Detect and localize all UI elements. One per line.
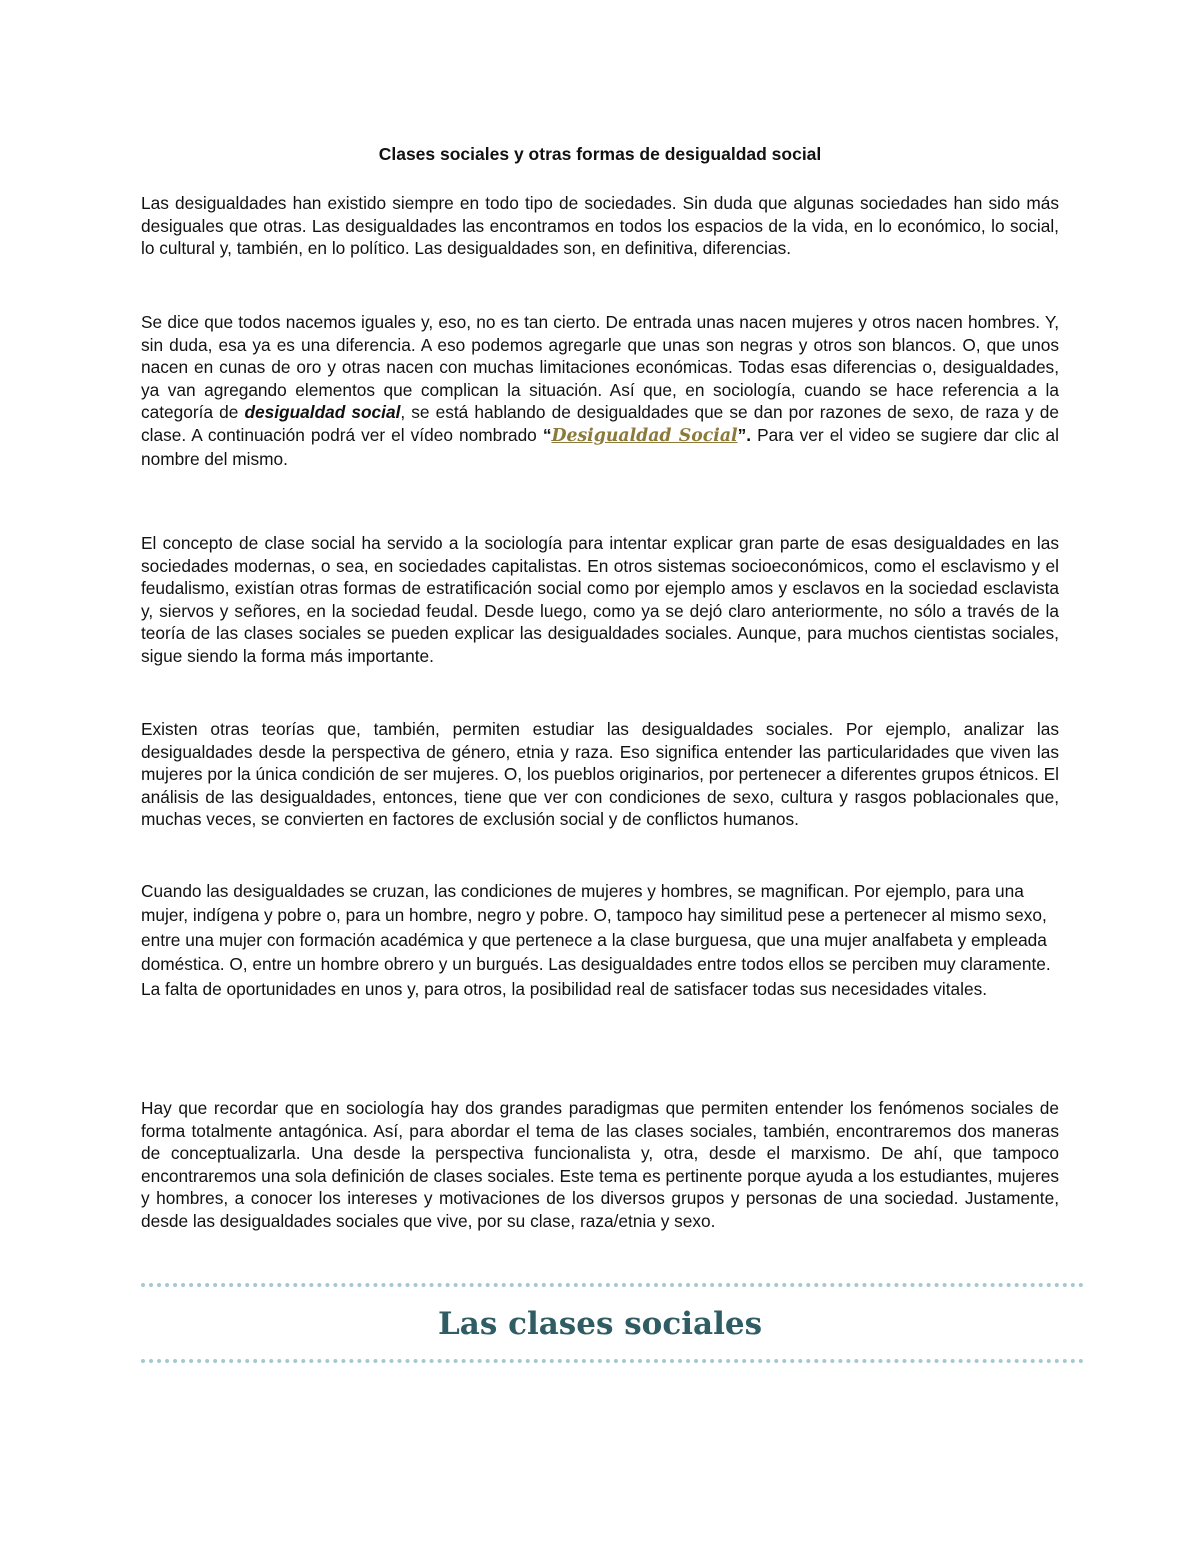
paragraph-2 [141,311,1059,470]
close-quote: ”. [737,424,752,445]
paragraph-3: El concepto de clase social ha servido a la sociología para intentar explicar gran parte de esas desigualdades en las sociedades modernas, o sea, en sociedades capitalistas. En otros sistemas socioeconómicos, como el esclavismo y el feudalismo, existían otras formas de estratificación social como por ejemplo amos y esclavos en la sociedad esclavista y, siervos y señores, en la sociedad feudal. Desde luego, como ya se dejó claro anteriormente, no sólo a través de la teoría de las clases sociales se pueden explicar las desigualdades sociales. Aunque, para muchos cientistas sociales, sigue siendo la forma más importante. [141,533,1059,666]
paragraph-5: Cuando las desigualdades se cruzan, las condiciones de mujeres y hombres, se magnifican. Por ejemplo, para una mujer, indígena y pobre o, para un hombre, negro y pobre. O, tampoco hay similitud pese a pertenecer al mismo sexo, entre una mujer con formación académica y que pertenece a la clase burguesa, que una mujer analfabeta y empleada doméstica. O, entre un hombre obrero y un burgués. Las desigualdades entre todos ellos se perciben muy claramente. La falta de oportunidades en unos y, para otros, la posibilidad real de satisfacer todas sus necesidades vitales. [141,881,1051,999]
section-divider-top [141,1283,1084,1287]
paragraph-2-text-start: Se dice que todos nacemos iguales y, eso, no es tan cierto. De entrada unas nacen mujeres y otros nacen hombres. Y, sin duda, esa ya es una diferencia. A eso podemos agregarle que unas son negras y otros son blancos. O, que unos nacen en cunas de oro y otras nacen con muchas limitaciones económicas. Todas esas diferencias o, desigualdades, ya van agregando elementos que complican la situación. Así que, en sociología, cuando se hace referencia a la categoría de [141,312,1059,423]
open-quote: “ [542,424,552,445]
paragraph-6: Hay que recordar que en sociología hay dos grandes paradigmas que permiten entender los fenómenos sociales de forma totalmente antagónica. Así, para abordar el tema de las clases sociales, también, encontraremos dos maneras de conceptualizarla. Una desde la perspectiva funcionalista y, otra, desde el marxismo. De ahí, que tampoco encontraremos una sola definición de clases sociales. Este tema es pertinente porque ayuda a los estudiantes, mujeres y hombres, a conocer los intereses y motivaciones de los diversos grupos y personas de una sociedad. Justamente, desde las desigualdades sociales que vive, por su clase, raza/etnia y sexo. [141,1098,1059,1231]
paragraph-2-text-end: Para ver el video se sugiere dar clic al nombre del mismo. [141,424,1059,469]
document-page [141,0,1059,1553]
section-divider-bottom [141,1359,1084,1363]
video-link[interactable]: Desigualdad Social [551,425,738,446]
paragraph-4: Existen otras teorías que, también, permiten estudiar las desigualdades sociales. Por ejemplo, analizar las desigualdades desde la perspectiva de género, etnia y raza. Eso significa entender las particularidades que viven las mujeres por la única condición de ser mujeres. O, los pueblos originarios, por pertenecer a diferentes grupos étnicos. El análisis de las desigualdades, entonces, tiene que ver con condiciones de sexo, cultura y rasgos poblacionales que, muchas veces, se convierten en factores de exclusión social y de conflictos humanos. [141,719,1059,830]
document-title: Clases sociales y otras formas de desigualdad social [378,144,822,164]
paragraph-1: Las desigualdades han existido siempre en todo tipo de sociedades. Sin duda que algunas sociedades han sido más desiguales que otras. Las desigualdades las encontramos en todos los espacios de la vida, en lo económico, lo social, lo cultural y, también, en lo político. Las desigualdades son, en definitiva, diferencias. [141,193,1059,259]
section-heading: Las clases sociales [437,1306,763,1342]
paragraph-2-text-middle: , se está hablando de desigualdades que se dan por razones de sexo, de raza y de clase. A continuación podrá ver el vídeo nombrado [141,402,1059,445]
emphasized-term: desigualdad social [244,402,401,423]
